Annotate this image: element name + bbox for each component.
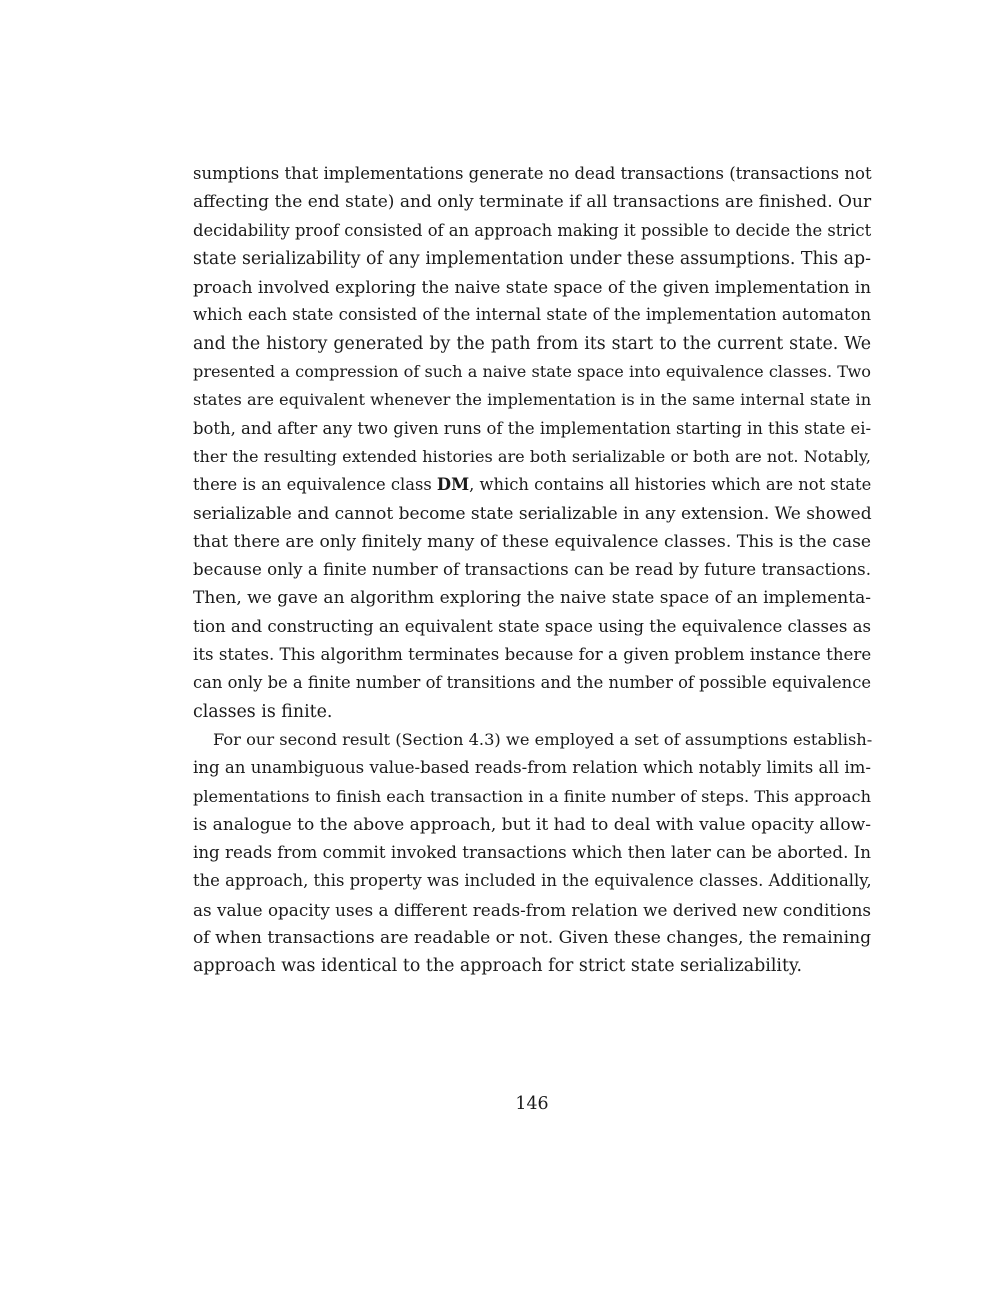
- body-text: [193, 160, 871, 981]
- text-fragment: , which contains all histories which are not state: [469, 475, 872, 495]
- text-line: is analogue to the above approach, but it had to deal with value opacity allow-: [193, 814, 871, 835]
- text-line: Then, we gave an algorithm exploring the naive state space of an implementa-: [193, 588, 871, 609]
- equivalence-class-dm: DM: [436, 475, 470, 495]
- text-line: both, and after any two given runs of the implementation starting in this state ei-: [193, 418, 872, 438]
- text-line: and the history generated by the path from its start to the current state. We: [193, 333, 871, 354]
- text-line: classes is finite.: [193, 701, 333, 722]
- text-line: decidability proof consisted of an approach making it possible to decide the strict: [193, 220, 872, 240]
- text-line: as value opacity uses a different reads-from relation we derived new conditions: [193, 899, 872, 920]
- text-line: because only a finite number of transactions can be read by future transactions.: [193, 560, 871, 580]
- text-line: approach was identical to the approach for strict state serializability.: [193, 956, 802, 977]
- page-number: 146: [515, 1094, 549, 1114]
- text-line: ing reads from commit invoked transactions which then later can be aborted. In: [193, 843, 871, 863]
- text-line: ther the resulting extended histories are both serializable or both are not. Notably,: [193, 446, 871, 466]
- paragraph-1: [193, 160, 871, 726]
- text-line-with-bold: [193, 471, 871, 499]
- text-line: For our second result (Section 4.3) we employed a set of assumptions establish-: [213, 729, 873, 749]
- text-line: serializable and cannot become state serializable in any extension. We showed: [193, 503, 872, 524]
- text-line: of when transactions are readable or not. Given these changes, the remaining: [193, 928, 872, 949]
- paragraph-2: [193, 726, 871, 981]
- text-line: sumptions that implementations generate no dead transactions (transactions not: [193, 164, 872, 183]
- text-line: state serializability of any implementation under these assumptions. This ap-: [193, 248, 871, 269]
- text-line: that there are only finitely many of these equivalence classes. This is the case: [193, 531, 872, 552]
- text-line: states are equivalent whenever the implementation is in the same internal state in: [193, 390, 872, 410]
- text-line: its states. This algorithm terminates because for a given problem instance there: [193, 645, 872, 665]
- text-line: ing an unambiguous value-based reads-from relation which notably limits all im-: [193, 758, 871, 778]
- text-line: affecting the end state) and only terminate if all transactions are finished. Our: [193, 192, 872, 213]
- text-fragment: there is an equivalence class: [193, 475, 437, 495]
- text-line: tion and constructing an equivalent state space using the equivalence classes as: [193, 616, 871, 636]
- text-line: presented a compression of such a naive state space into equivalence classes. Two: [193, 362, 871, 382]
- text-line: the approach, this property was included in the equivalence classes. Additionally,: [193, 871, 872, 891]
- text-line: can only be a finite number of transitions and the number of possible equivalence: [193, 673, 871, 693]
- text-line: which each state consisted of the internal state of the implementation automaton: [193, 305, 872, 325]
- text-line: plementations to finish each transaction in a finite number of steps. This approach: [193, 786, 871, 806]
- text-line: proach involved exploring the naive state space of the given implementation in: [193, 277, 871, 298]
